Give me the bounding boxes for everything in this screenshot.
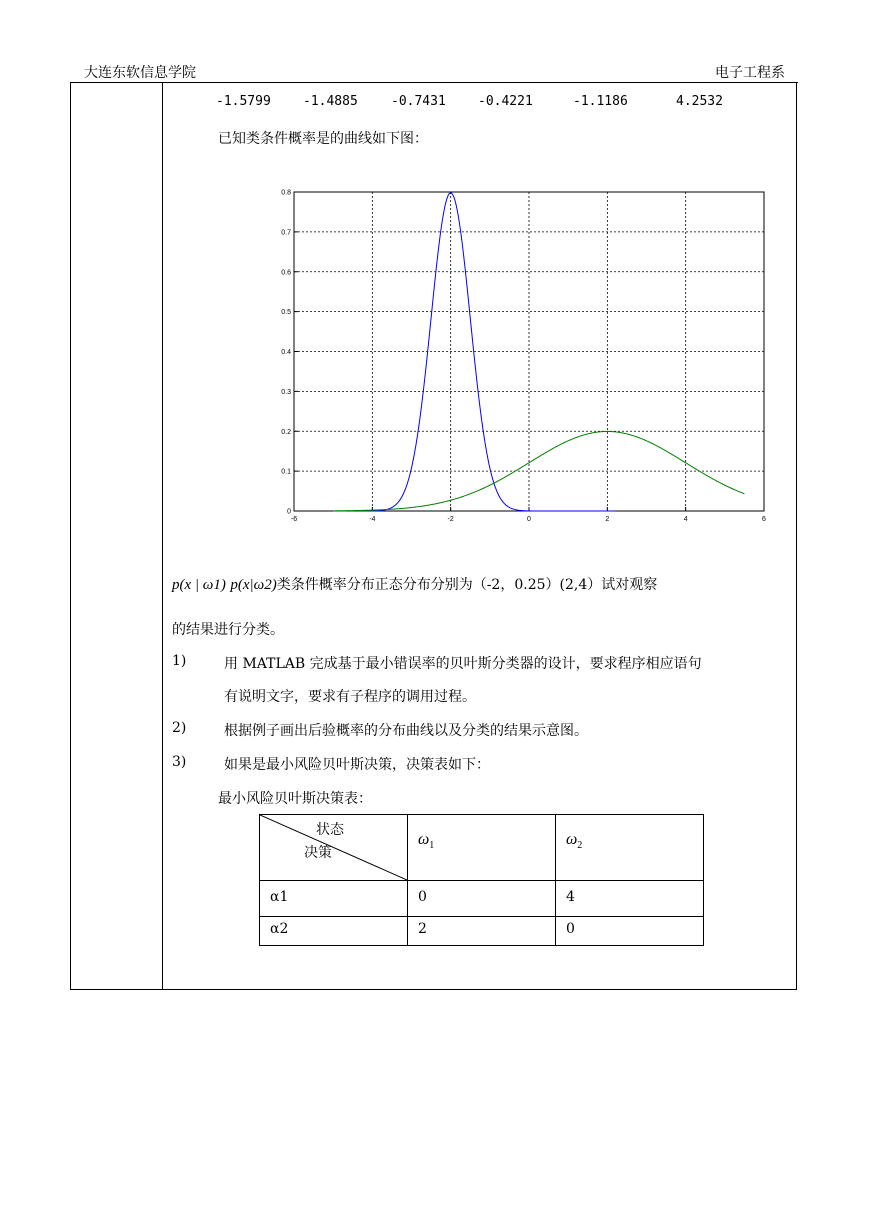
x-tick-label: 2 (605, 516, 610, 523)
table-cell: 0 (556, 917, 704, 946)
header-school: 大连东软信息学院 (84, 65, 196, 81)
intro-text: 已知类条件概率是的曲线如下图： (218, 131, 428, 147)
x-tick-label: 4 (683, 516, 688, 523)
x-tick-label: -2 (447, 516, 454, 523)
item-3-line1: 如果是最小风险贝叶斯决策，决策表如下： (224, 757, 490, 773)
y-tick-label: 0.6 (281, 269, 291, 277)
item-number: 2) (172, 720, 187, 736)
corner-decision-label: 决策 (304, 845, 332, 861)
corner-state-label: 状态 (316, 822, 344, 838)
omega-2: $\omega_2$ (566, 831, 583, 852)
table-caption: 最小风险贝叶斯决策表： (218, 791, 372, 807)
header-department: 电子工程系 (715, 65, 785, 81)
paragraph-1-cont: 的结果进行分类。 (172, 622, 284, 638)
y-tick-label: 0.4 (281, 349, 291, 356)
series-line-1 (333, 193, 615, 511)
y-tick-label: 0.5 (281, 309, 291, 317)
item-number: 3) (172, 754, 187, 770)
x-tick-label: 0 (527, 516, 531, 523)
obs-value: -1.5799 (216, 94, 271, 109)
y-tick-label: 0 (287, 508, 291, 516)
x-tick-label: -4 (369, 516, 376, 523)
obs-value: -0.7431 (391, 94, 446, 109)
y-tick-label: 0.3 (281, 388, 291, 396)
y-tick-label: 0.1 (281, 468, 291, 476)
table-cell: 0 (408, 881, 556, 917)
x-tick-label: 6 (762, 516, 766, 523)
item-1-line2: 有说明文字，要求有子程序的调用过程。 (224, 689, 476, 705)
table-row (260, 917, 704, 946)
corner-cell (260, 815, 408, 881)
table-header-row (260, 815, 704, 881)
decision-table (259, 814, 704, 946)
density-chart (276, 180, 776, 525)
paragraph-1-text: 类条件概率分布正态分布分别为（-2，0.25）(2,4）试对观察 (276, 577, 658, 593)
formula-p-w1: p(x | ω1) (172, 577, 226, 593)
obs-value: -1.4885 (303, 94, 358, 109)
y-tick-label: 0.8 (281, 189, 291, 197)
omega-1: $\omega_1$ (418, 831, 435, 852)
y-tick-label: 0.7 (281, 229, 291, 237)
table-cell: 4 (556, 881, 704, 917)
obs-value: 4.2532 (676, 94, 723, 109)
item-1-line1: 用 MATLAB 完成基于最小错误率的贝叶斯分类器的设计，要求程序相应语句 (224, 656, 702, 672)
left-column-divider (162, 83, 163, 990)
column-header (556, 815, 704, 881)
x-tick-label: -6 (290, 516, 298, 523)
row-label: α1 (260, 881, 408, 917)
item-2-line1: 根据例子画出后验概率的分布曲线以及分类的结果示意图。 (224, 723, 588, 739)
table-cell: 2 (408, 917, 556, 946)
observation-values (216, 94, 723, 109)
table-row (260, 881, 704, 917)
column-header (408, 815, 556, 881)
obs-value: -0.4221 (478, 94, 533, 109)
row-label: α2 (260, 917, 408, 946)
formula-p-w2: p(x|ω2) (230, 577, 277, 593)
obs-value: -1.1186 (573, 94, 628, 109)
item-number: 1) (172, 653, 187, 669)
chart-svg (276, 180, 776, 525)
paragraph-1 (172, 574, 657, 594)
y-tick-label: 0.2 (281, 428, 291, 436)
